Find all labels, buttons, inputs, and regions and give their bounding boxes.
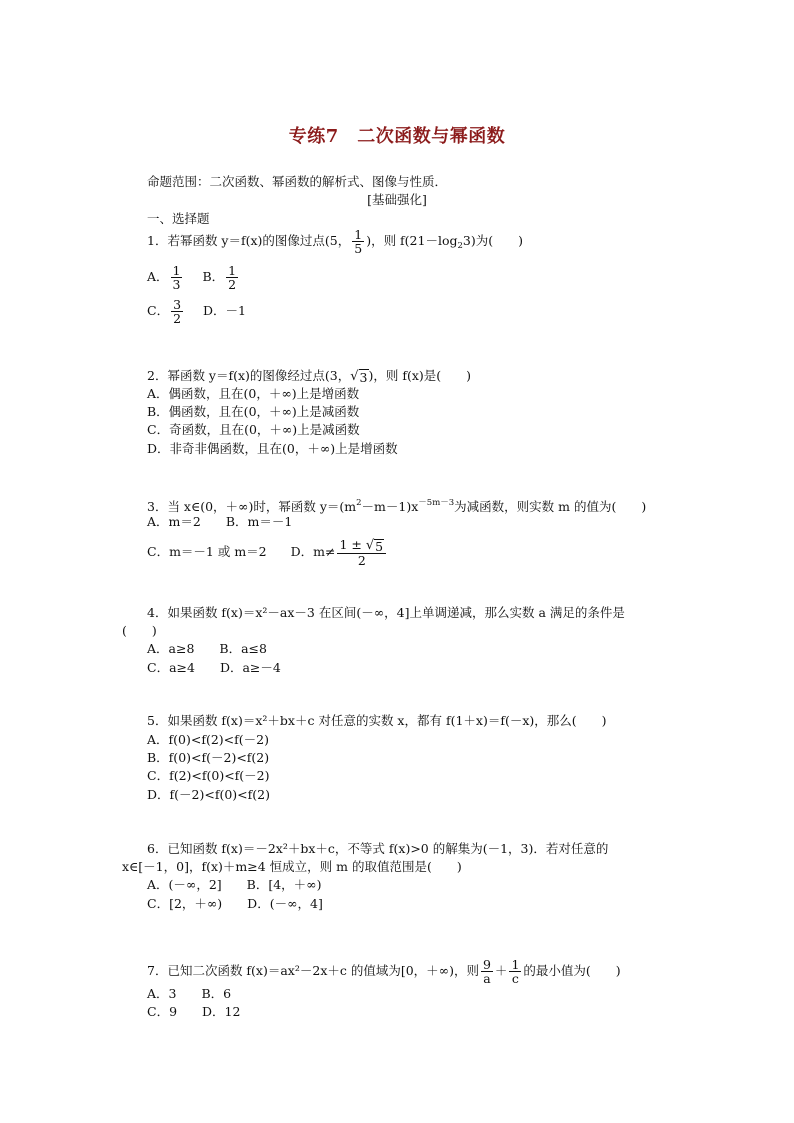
question-2-option-c: C．奇函数，且在(0，＋∞)上是减函数	[147, 422, 360, 437]
question-1-stem: 1．若幂函数 y＝f(x)的图像过点(5， $\frac{1}{5}$ )，则 $f(21-\log_23)$为( )	[147, 227, 524, 256]
section-heading: 一、选择题	[147, 211, 210, 226]
question-6-stem-cont: x∈[－1，0]，f(x)＋m≥4 恒成立，则 m 的取值范围是( )	[122, 859, 462, 874]
fraction: $\frac{9}{a}$	[482, 957, 491, 986]
question-4-stem-cont: ( )	[122, 623, 157, 638]
question-3-stem: 3．当 x∈(0，＋∞)时，幂函数 $y=(m^2-m-1)x^{-5m-3}$为减函数，则实数 m 的值为( )	[147, 498, 647, 514]
question-1-options-ab: A． $\frac{1}{3}$ B． $\frac{1}{2}$	[147, 263, 237, 292]
fraction: $\frac{1}{5}$	[354, 227, 363, 256]
question-7-options-cd: C．9 D．12	[147, 1004, 241, 1019]
scope-text: 命题范围：二次函数、幂函数的解析式、图像与性质．	[147, 174, 448, 189]
fraction: $\frac{1}{c}$	[511, 957, 520, 986]
fraction: $\frac{3}{2}$	[173, 297, 182, 326]
question-7-stem: 7．已知二次函数 f(x)＝ax²－2x＋c 的值域为[0，＋∞)，则 $\frac{9}{a}$ ＋ $\frac{1}{c}$ 的最小值为( )	[147, 957, 621, 986]
fraction: $\frac{1}{3}$	[172, 263, 181, 292]
question-5-option-d: D．f(－2)<f(0)<f(2)	[147, 787, 270, 802]
question-2-stem: 2．幂函数 y＝f(x)的图像经过点(3， √ 3 )，则 f(x)是( )	[147, 368, 472, 385]
question-4-options-cd: C．a≥4 D．a≥－4	[147, 660, 281, 675]
question-6-options-cd: C．[2，＋∞) D．(－∞，4]	[147, 896, 323, 911]
question-4-options-ab: A．a≥8 B．a≤8	[147, 641, 267, 656]
section-tag: [基础强化]	[367, 192, 427, 207]
question-3-options-ab: A．m＝2 B．m＝－1	[147, 514, 293, 529]
page-title: 专练7 二次函数与幂函数	[288, 126, 506, 147]
fraction: $\frac{1}{2}$	[228, 263, 237, 292]
question-6-stem: 6．已知函数 f(x)＝－2x²＋bx＋c，不等式 f(x)>0 的解集为(－1，3)．若对任意的	[147, 841, 609, 856]
fraction: 1 ± √ 5 2	[337, 538, 386, 567]
sqrt: √ 3	[350, 369, 368, 385]
question-1-options-cd: C． $\frac{3}{2}$ D．－1	[147, 297, 246, 326]
question-2-option-d: D．非奇非偶函数，且在(0，＋∞)上是增函数	[147, 441, 398, 456]
question-7-options-ab: A．3 B．6	[147, 986, 232, 1001]
question-5-option-b: B．f(0)<f(－2)<f(2)	[147, 750, 270, 765]
question-3-options-cd: C．m＝－1 或 m＝2 D．m≠ 1 ± √ 5 2	[147, 538, 388, 567]
question-5-option-a: A．f(0)<f(2)<f(－2)	[147, 732, 269, 747]
question-2-option-b: B．偶函数，且在(0，＋∞)上是减函数	[147, 404, 360, 419]
question-2-option-a: A．偶函数，且在(0，＋∞)上是增函数	[147, 386, 360, 401]
question-5-stem: 5．如果函数 f(x)＝x²＋bx＋c 对任意的实数 x，都有 f(1＋x)＝f(－x)，那么( )	[147, 713, 607, 728]
question-6-options-ab: A．(－∞，2] B．[4，＋∞)	[147, 877, 322, 892]
question-5-option-c: C．f(2)<f(0)<f(－2)	[147, 768, 270, 783]
question-4-stem: 4．如果函数 f(x)＝x²－ax－3 在区间(－∞，4]上单调递减，那么实数 a 满足的条件是	[147, 605, 625, 620]
